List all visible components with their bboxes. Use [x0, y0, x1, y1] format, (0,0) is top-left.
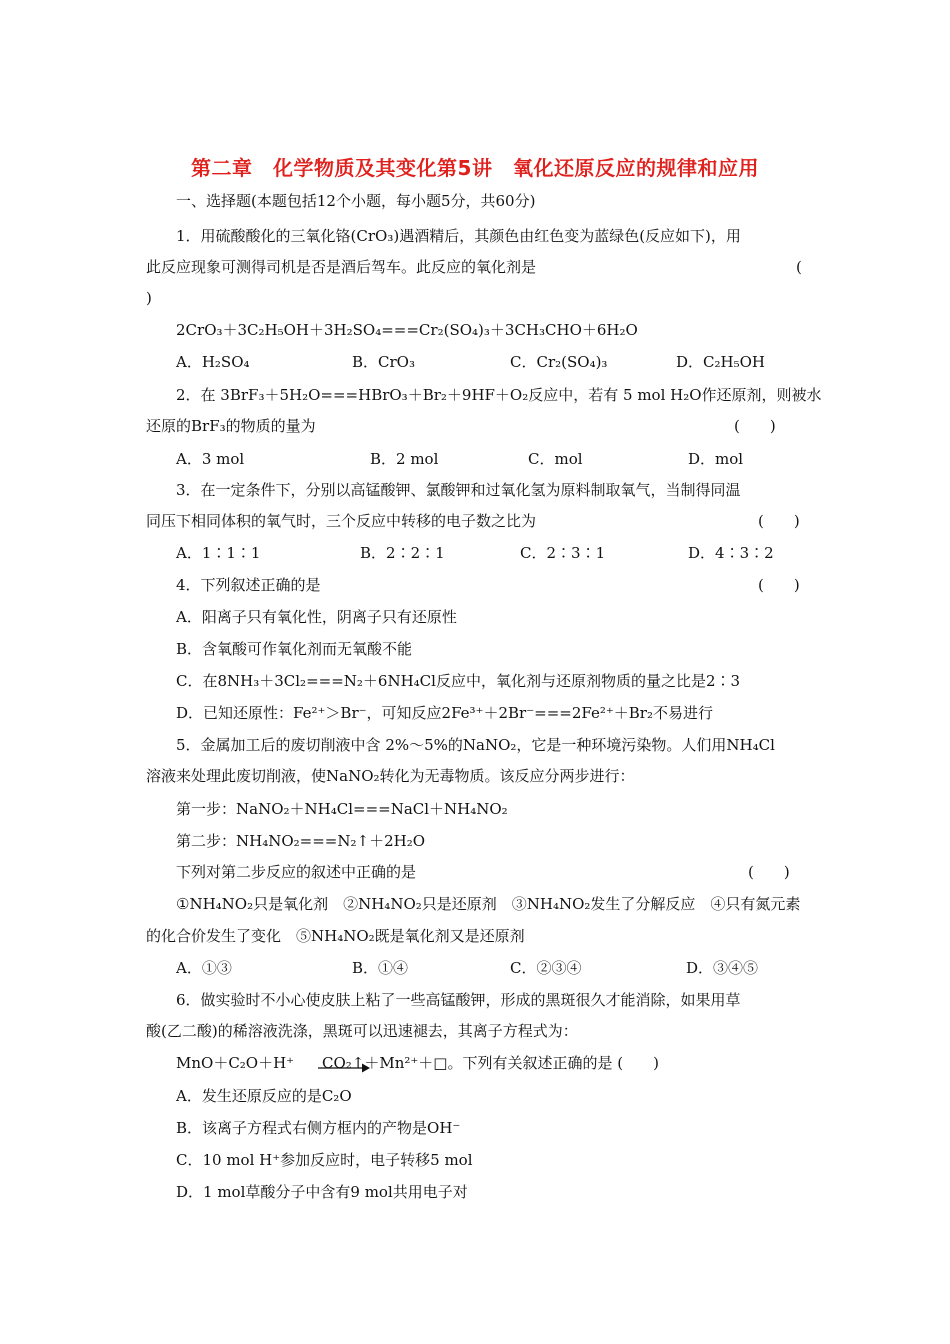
q4-option-c: C．在8NH₃＋3Cl₂===N₂＋6NH₄Cl反应中，氧化剂与还原剂物质的量之比是2∶3 — [176, 672, 741, 690]
q2-option-a: A．3 mol — [176, 450, 245, 468]
q6-equation-right: CO₂↑＋Mn²⁺＋□。下列有关叙述正确的是 ( ) — [322, 1054, 659, 1072]
q3-answer-bracket: ( ) — [758, 512, 800, 530]
q3-stem-line2: 同压下相同体积的氧气时，三个反应中转移的电子数之比为 — [146, 512, 537, 530]
q5-option-b: B．①④ — [352, 959, 409, 977]
q6-option-d: D．1 mol草酸分子中含有9 mol共用电子对 — [176, 1183, 468, 1201]
q1-answer-bracket-open: ( — [796, 258, 802, 276]
document-title: 第二章 化学物质及其变化第5讲 氧化还原反应的规律和应用 — [191, 156, 759, 180]
q5-option-c: C．②③④ — [510, 959, 582, 977]
q1-option-a: A．H₂SO₄ — [176, 353, 250, 371]
section-heading: 一、选择题(本题包括12个小题，每小题5分，共60分) — [176, 192, 536, 210]
q1-option-c: C．Cr₂(SO₄)₃ — [510, 353, 608, 371]
q5-question: 下列对第二步反应的叙述中正确的是 — [176, 863, 417, 881]
q5-answer-bracket: ( ) — [748, 863, 790, 881]
q5-stem-line2: 溶液来处理此废切削液，使NaNO₂转化为无毒物质。该反应分两步进行： — [146, 767, 635, 785]
q3-option-a: A．1∶1∶1 — [176, 544, 261, 562]
q2-option-b: B．2 mol — [370, 450, 439, 468]
q5-stem-line1: 5．金属加工后的废切削液中含 2%～5%的NaNO₂，它是一种环境污染物。人们用NH₄Cl — [176, 736, 775, 754]
q5-option-d: D．③④⑤ — [686, 959, 759, 977]
q2-stem-line2: 还原的BrF₃的物质的量为 — [146, 417, 316, 435]
q6-stem-line2: 酸(乙二酸)的稀溶液洗涤，黑斑可以迅速褪去，其离子方程式为： — [146, 1022, 578, 1040]
q6-option-a: A．发生还原反应的是C₂O — [176, 1087, 352, 1105]
q4-option-b: B．含氧酸可作氧化剂而无氧酸不能 — [176, 640, 413, 658]
q4-answer-bracket: ( ) — [758, 576, 800, 594]
q5-choices-line2: 的化合价发生了变化 ⑤NH₄NO₂既是氧化剂又是还原剂 — [146, 927, 525, 945]
q6-stem-line1: 6．做实验时不小心使皮肤上粘了一些高锰酸钾，形成的黑斑很久才能消除，如果用草 — [176, 991, 741, 1009]
q1-option-d: D．C₂H₅OH — [676, 353, 765, 371]
q1-answer-bracket-close: ) — [146, 289, 152, 307]
q4-stem: 4．下列叙述正确的是 — [176, 576, 321, 594]
q3-option-b: B．2∶2∶1 — [360, 544, 445, 562]
q1-equation: 2CrO₃＋3C₂H₅OH＋3H₂SO₄===Cr₂(SO₄)₃＋3CH₃CHO＋6H₂O — [176, 321, 638, 339]
q5-step2: 第二步：NH₄NO₂===N₂↑＋2H₂O — [176, 832, 426, 850]
q2-answer-bracket: ( ) — [734, 417, 776, 435]
q3-option-d: D．4∶3∶2 — [688, 544, 774, 562]
q1-option-b: B．CrO₃ — [352, 353, 415, 371]
q2-option-c: C．mol — [528, 450, 583, 468]
q3-stem-line1: 3．在一定条件下，分别以高锰酸钾、氯酸钾和过氧化氢为原料制取氧气，当制得同温 — [176, 481, 741, 499]
q5-option-a: A．①③ — [176, 959, 232, 977]
q3-option-c: C．2∶3∶1 — [520, 544, 606, 562]
q2-stem-line1: 2．在 3BrF₃＋5H₂O===HBrO₃＋Br₂＋9HF＋O₂反应中，若有 5 mol H₂O作还原剂，则被水 — [176, 386, 822, 404]
q6-option-c: C．10 mol H⁺参加反应时，电子转移5 mol — [176, 1151, 473, 1169]
q6-equation-left: MnO＋C₂O＋H⁺ — [176, 1054, 295, 1072]
q2-option-d: D．mol — [688, 450, 744, 468]
q6-option-b: B．该离子方程式右侧方框内的产物是OH⁻ — [176, 1119, 461, 1137]
q5-choices-line1: ①NH₄NO₂只是氧化剂 ②NH₄NO₂只是还原剂 ③NH₄NO₂发生了分解反应 ④只有氮元素 — [176, 895, 801, 913]
q1-stem-line2: 此反应现象可测得司机是否是酒后驾车。此反应的氧化剂是 — [146, 258, 537, 276]
q5-step1: 第一步：NaNO₂＋NH₄Cl===NaCl＋NH₄NO₂ — [176, 800, 508, 818]
q4-option-a: A．阳离子只有氧化性，阴离子只有还原性 — [176, 608, 457, 626]
q1-stem-line1: 1．用硫酸酸化的三氧化铬(CrO₃)遇酒精后，其颜色由红色变为蓝绿色(反应如下)，用 — [176, 227, 741, 245]
q4-option-d: D．已知还原性：Fe²⁺＞Br⁻，可知反应2Fe³⁺＋2Br⁻===2Fe²⁺＋Br₂不易进行 — [176, 704, 713, 722]
